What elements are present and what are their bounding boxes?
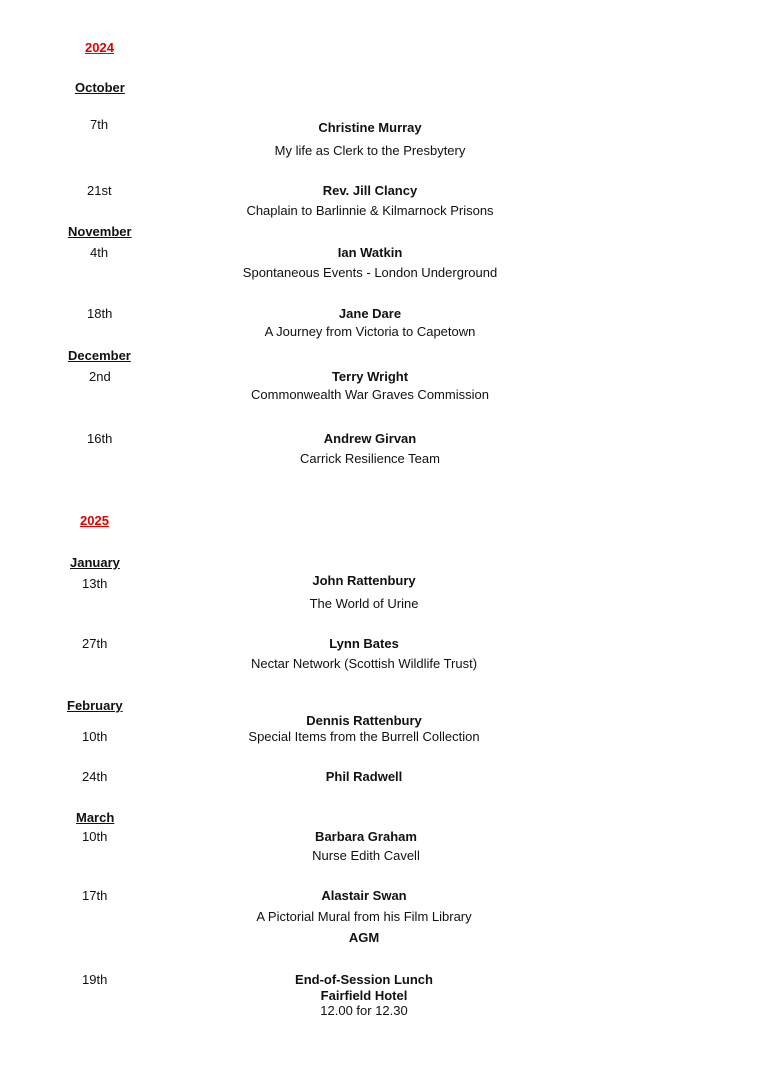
event-date: 13th <box>82 576 108 591</box>
event-date: 19th <box>82 972 108 987</box>
event-date: 17th <box>82 888 108 903</box>
event-speaker: Ian Watkin <box>337 245 403 260</box>
event-topic: Special Items from the Burrell Collection <box>248 729 480 744</box>
year-heading-2025: 2025 <box>80 513 109 528</box>
event-speaker: Phil Radwell <box>325 769 403 784</box>
event-speaker: Andrew Girvan <box>323 431 417 446</box>
event-date: 27th <box>82 636 108 651</box>
year-heading-2024: 2024 <box>85 40 114 55</box>
event-date: 4th <box>90 245 109 260</box>
event-speaker: Rev. Jill Clancy <box>322 183 418 198</box>
event-speaker: Dennis Rattenbury <box>306 713 422 728</box>
event-note-agm: AGM <box>348 930 380 945</box>
event-date: 10th <box>82 829 108 844</box>
event-topic: Carrick Resilience Team <box>300 451 440 466</box>
event-date: 10th <box>82 729 108 744</box>
event-topic: Commonwealth War Graves Commission <box>251 387 489 402</box>
event-topic: A Pictorial Mural from his Film Library <box>256 909 472 924</box>
event-topic: Nectar Network (Scottish Wildlife Trust) <box>250 656 478 671</box>
event-speaker: Christine Murray <box>318 120 422 135</box>
month-heading-march: March <box>76 810 115 825</box>
event-topic: Nurse Edith Cavell <box>312 848 420 863</box>
event-topic: My life as Clerk to the Presbytery <box>274 143 466 158</box>
event-date: 21st <box>87 183 112 198</box>
event-speaker: Barbara Graham <box>315 829 417 844</box>
event-speaker: Jane Dare <box>338 306 402 321</box>
event-time: 12.00 for 12.30 <box>320 1003 408 1018</box>
event-topic: A Journey from Victoria to Capetown <box>264 324 476 339</box>
month-heading-january: January <box>70 555 120 570</box>
event-date: 2nd <box>89 369 111 384</box>
event-date: 16th <box>87 431 113 446</box>
event-speaker: Lynn Bates <box>329 636 399 651</box>
event-venue: Fairfield Hotel <box>320 988 408 1003</box>
month-heading-december: December <box>68 348 131 363</box>
event-speaker: John Rattenbury <box>312 573 416 588</box>
event-speaker: Terry Wright <box>331 369 409 384</box>
event-date: 7th <box>90 117 109 132</box>
event-date: 18th <box>87 306 113 321</box>
month-heading-october: October <box>75 80 125 95</box>
event-date: 24th <box>82 769 108 784</box>
event-topic: The World of Urine <box>309 596 419 611</box>
event-topic: Chaplain to Barlinnie & Kilmarnock Prisons <box>246 203 494 218</box>
event-topic: Spontaneous Events - London Underground <box>242 265 498 280</box>
event-speaker: Alastair Swan <box>321 888 407 903</box>
month-heading-november: November <box>68 224 132 239</box>
month-heading-february: February <box>67 698 123 713</box>
event-speaker: End-of-Session Lunch <box>295 972 433 987</box>
